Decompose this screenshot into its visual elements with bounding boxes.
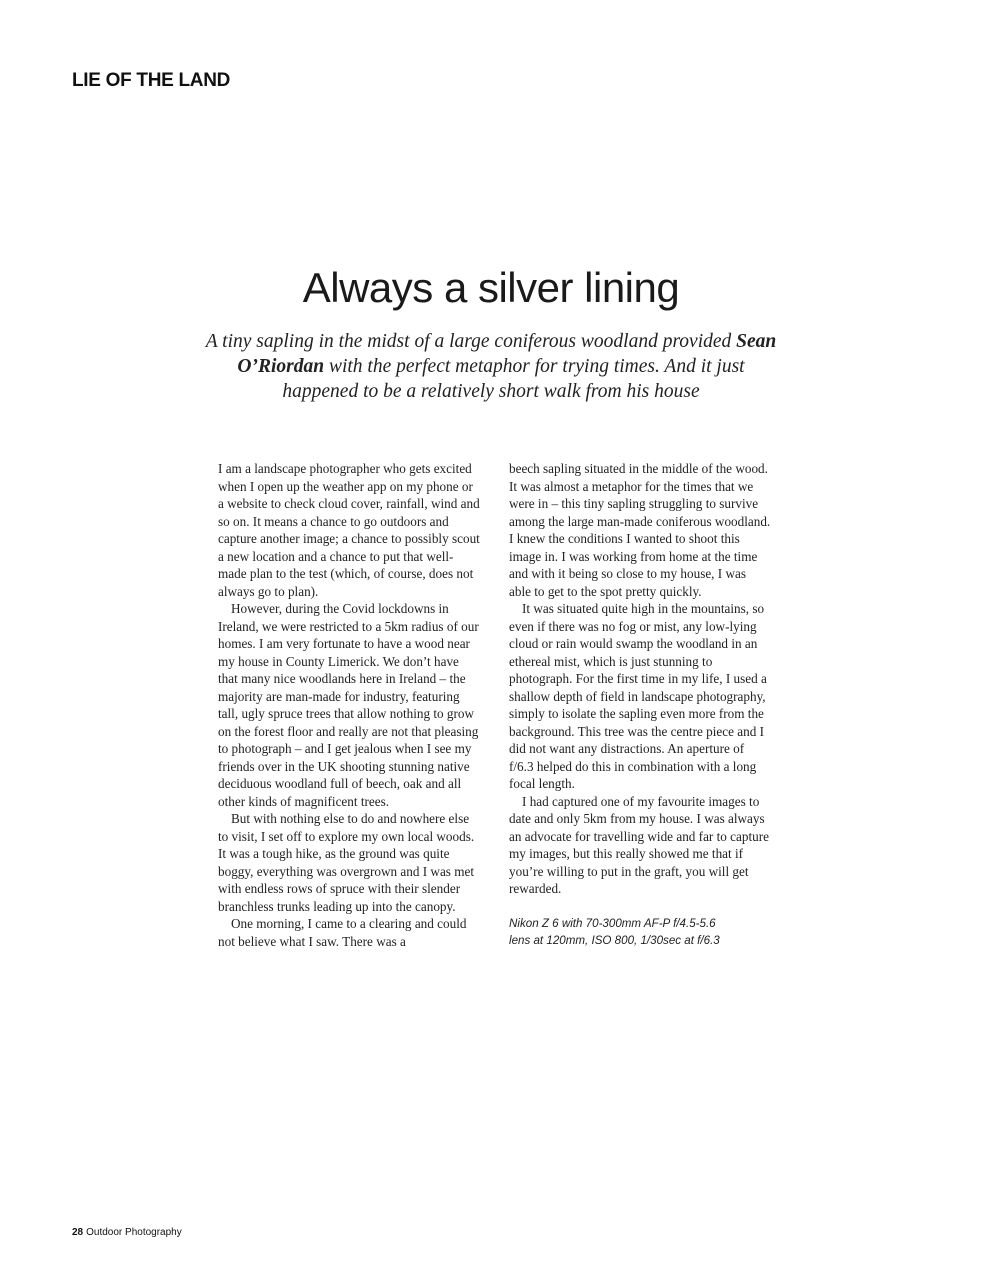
body-paragraph: But with nothing else to do and nowhere else to visit, I set off to explore my own local woods. It was a tough hike, as the ground was quite boggy, everything was overgrown and I was met with endless rows of spruce with their slender branchless trunks leading up into the canopy. bbox=[218, 811, 475, 914]
body-paragraph: beech sapling situated in the middle of the wood. It was almost a metaphor for the times that we were in – this tiny sapling struggling to survive among the large man-made coniferous woodland. I knew the conditions I wanted to shoot this image in. I was working from home at the time and with it being so close to my house, I was able to get to the spot pretty quickly. bbox=[509, 461, 771, 599]
body-paragraph: It was situated quite high in the mountains, so even if there was no fog or mist, any low-lying cloud or rain would swamp the woodland in an ethereal mist, which is just stunning to photograph. For the first time in my life, I used a shallow depth of field in landscape photography, simply to isolate the sapling even more from the background. This tree was the centre piece and I did not want any distractions. An aperture of f/6.3 helped do this in combination with a long focal length. bbox=[509, 601, 767, 791]
page-footer bbox=[72, 1227, 182, 1238]
article-standfirst bbox=[200, 329, 782, 404]
page-number: 28 bbox=[72, 1227, 84, 1238]
standfirst-lead-text: A tiny sapling in the midst of a large coniferous woodland provided bbox=[205, 331, 737, 352]
body-column-right bbox=[509, 460, 771, 949]
photo-caption bbox=[509, 915, 771, 949]
author-name: Sean O’Riordan bbox=[237, 331, 777, 377]
article-headline: Always a silver lining bbox=[302, 264, 680, 311]
body-column-left bbox=[218, 460, 480, 950]
publication-name: Outdoor Photography bbox=[86, 1227, 182, 1238]
caption-line: Nikon Z 6 with 70-300mm AF-P f/4.5-5.6 bbox=[509, 916, 716, 930]
body-paragraph: One morning, I came to a clearing and could not believe what I saw. There was a bbox=[218, 916, 467, 949]
body-paragraph: However, during the Covid lockdowns in Ireland, we were restricted to a 5km radius of our homes. I am very fortunate to have a wood near my house in County Limerick. We don’t have that many nice woodlands here in Ireland – the majority are man-made for industry, featuring tall, ugly spruce trees that allow nothing to grow on the forest floor and really are not that pleasing to photograph – and I get jealous when I see my friends over in the UK shooting stunning native deciduous woodland full of beech, oak and all other kinds of magnificent trees. bbox=[218, 601, 479, 809]
caption-line: lens at 120mm, ISO 800, 1/30sec at f/6.3 bbox=[509, 933, 720, 947]
standfirst-tail-text: with the perfect metaphor for trying times. And it just happened to be a relatively short walk from his house bbox=[282, 356, 745, 402]
section-label: LIE OF THE LAND bbox=[72, 70, 231, 91]
body-paragraph: I am a landscape photographer who gets excited when I open up the weather app on my phone or a website to check cloud cover, rainfall, wind and so on. It means a chance to go outdoors and capture another image; a chance to possibly scout a new location and a chance to put that well-made plan to the test (which, of course, does not always go to plan). bbox=[218, 461, 480, 599]
body-paragraph: I had captured one of my favourite images to date and only 5km from my house. I was always an advocate for travelling wide and far to capture my images, but this really showed me that if you’re willing to put in the graft, you will get rewarded. bbox=[509, 793, 769, 896]
